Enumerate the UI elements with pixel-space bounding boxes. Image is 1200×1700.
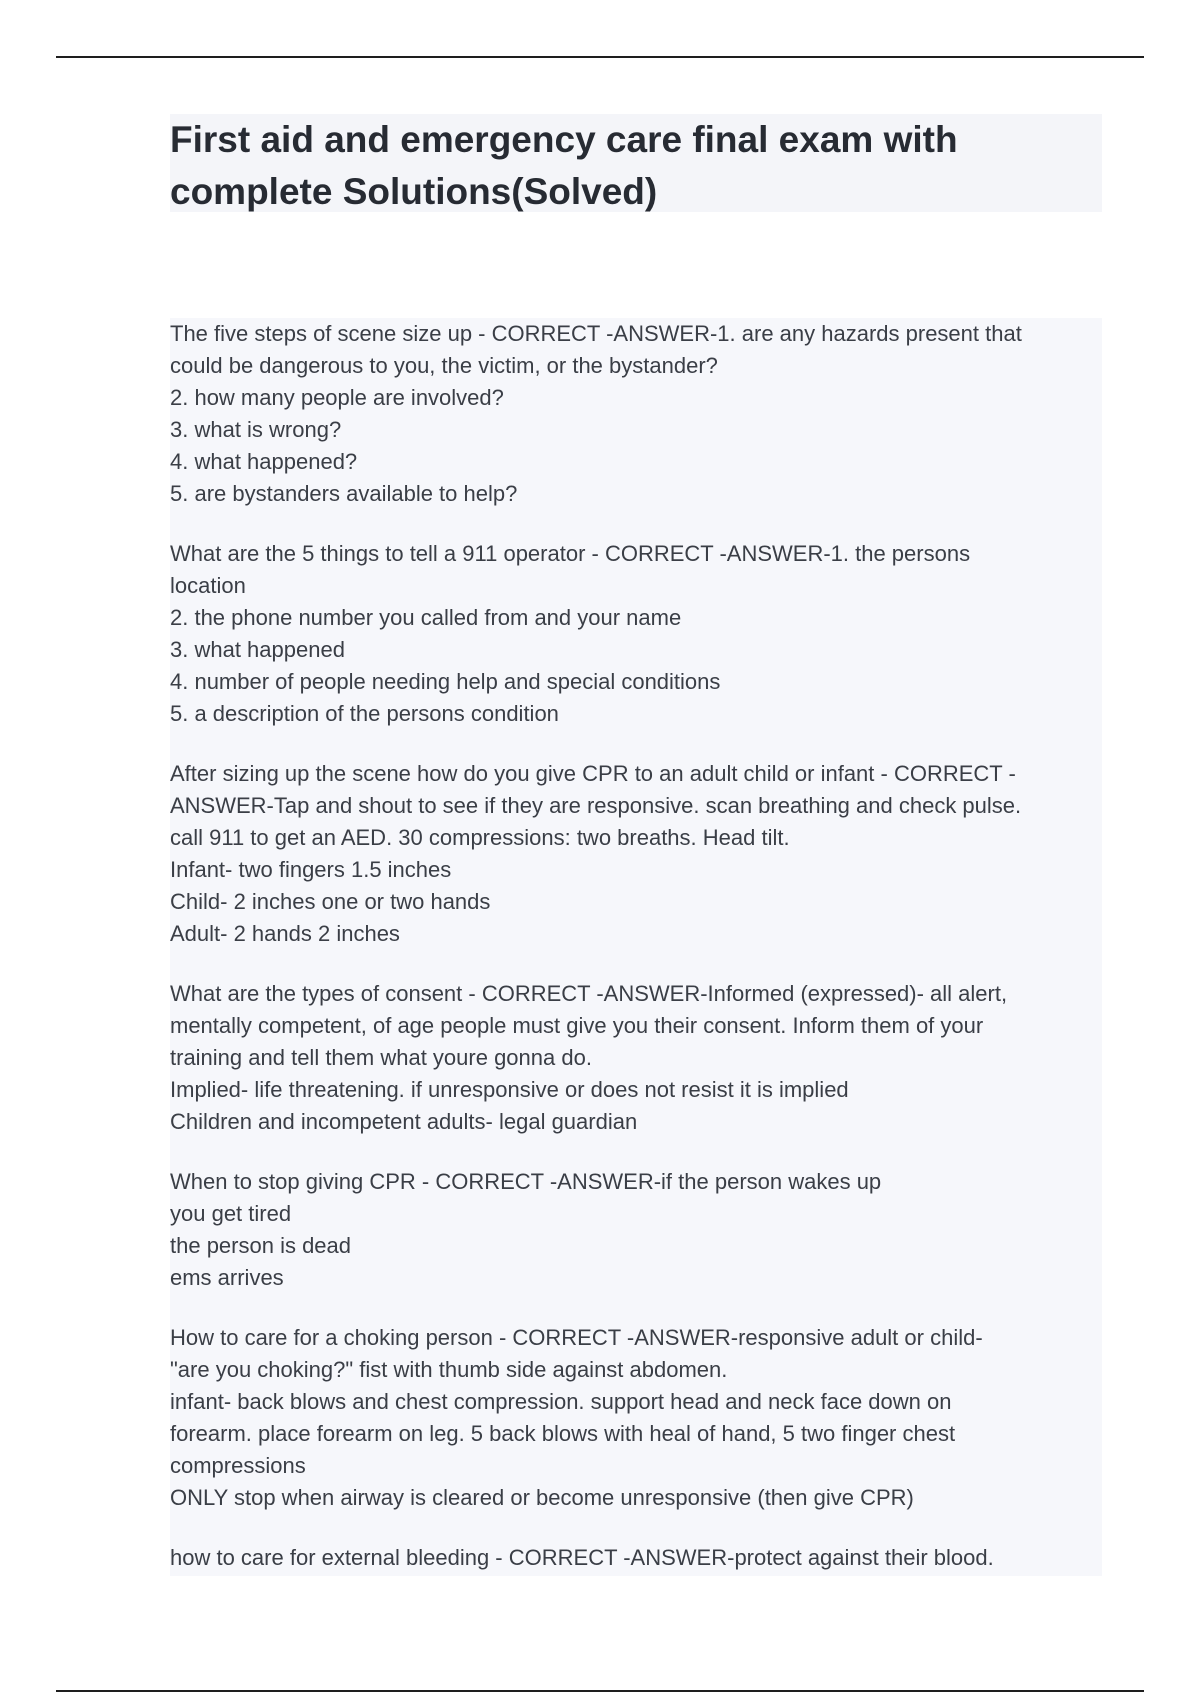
qa-line: forearm. place forearm on leg. 5 back blows with heal of hand, 5 two finger chest	[170, 1421, 956, 1446]
qa-line: infant- back blows and chest compression. support head and neck face down on	[170, 1389, 952, 1414]
qa-line: 4. what happened?	[170, 449, 358, 474]
qa-line: compressions	[170, 1453, 306, 1478]
qa-line: After sizing up the scene how do you give CPR to an adult child or infant - CORRECT -	[170, 761, 1016, 786]
qa-line: ONLY stop when airway is cleared or become unresponsive (then give CPR)	[170, 1485, 914, 1510]
qa-line: What are the types of consent - CORRECT -ANSWER-Informed (expressed)- all alert,	[170, 981, 1008, 1006]
qa-line: When to stop giving CPR - CORRECT -ANSWER-if the person wakes up	[170, 1169, 882, 1194]
qa-line: call 911 to get an AED. 30 compressions: two breaths. Head tilt.	[170, 825, 790, 850]
qa-line: Adult- 2 hands 2 inches	[170, 921, 400, 946]
qa-line: location	[170, 573, 246, 598]
qa-entry-911-operator	[170, 538, 1102, 730]
qa-line: ems arrives	[170, 1265, 284, 1290]
qa-line: could be dangerous to you, the victim, or the bystander?	[170, 353, 718, 378]
qa-line: 3. what happened	[170, 637, 345, 662]
qa-line: Infant- two fingers 1.5 inches	[170, 857, 452, 882]
qa-entry-choking	[170, 1322, 1102, 1514]
header-rule	[56, 56, 1144, 58]
qa-entry-cpr	[170, 758, 1102, 950]
qa-line: 5. are bystanders available to help?	[170, 481, 518, 506]
title-block	[170, 114, 1102, 212]
qa-entry-consent	[170, 978, 1102, 1138]
qa-line: Implied- life threatening. if unresponsive or does not resist it is implied	[170, 1077, 849, 1102]
qa-entry-stop-cpr	[170, 1166, 1102, 1294]
qa-line: What are the 5 things to tell a 911 operator - CORRECT -ANSWER-1. the persons	[170, 541, 971, 566]
qa-line: ANSWER-Tap and shout to see if they are responsive. scan breathing and check pulse.	[170, 793, 1022, 818]
qa-line: Child- 2 inches one or two hands	[170, 889, 491, 914]
qa-line: 4. number of people needing help and special conditions	[170, 669, 721, 694]
qa-line: Children and incompetent adults- legal guardian	[170, 1109, 638, 1134]
qa-entry-external-bleeding	[170, 1542, 1102, 1574]
qa-line: 3. what is wrong?	[170, 417, 342, 442]
document-body	[170, 318, 1102, 1576]
qa-line: 5. a description of the persons condition	[170, 701, 559, 726]
document-title: First aid and emergency care final exam with complete Solutions(Solved)	[170, 119, 958, 212]
footer-rule	[56, 1690, 1144, 1692]
qa-line: training and tell them what youre gonna do.	[170, 1045, 592, 1070]
qa-entry-scene-size-up	[170, 318, 1102, 510]
qa-line: How to care for a choking person - CORRECT -ANSWER-responsive adult or child-	[170, 1325, 983, 1350]
qa-line: "are you choking?" fist with thumb side against abdomen.	[170, 1357, 728, 1382]
qa-line: The five steps of scene size up - CORRECT -ANSWER-1. are any hazards present that	[170, 321, 1022, 346]
qa-line: the person is dead	[170, 1233, 352, 1258]
qa-line: mentally competent, of age people must give you their consent. Inform them of your	[170, 1013, 984, 1038]
qa-line: 2. how many people are involved?	[170, 385, 504, 410]
qa-line: you get tired	[170, 1201, 292, 1226]
qa-line: 2. the phone number you called from and your name	[170, 605, 682, 630]
qa-line: how to care for external bleeding - CORRECT -ANSWER-protect against their blood.	[170, 1545, 994, 1570]
